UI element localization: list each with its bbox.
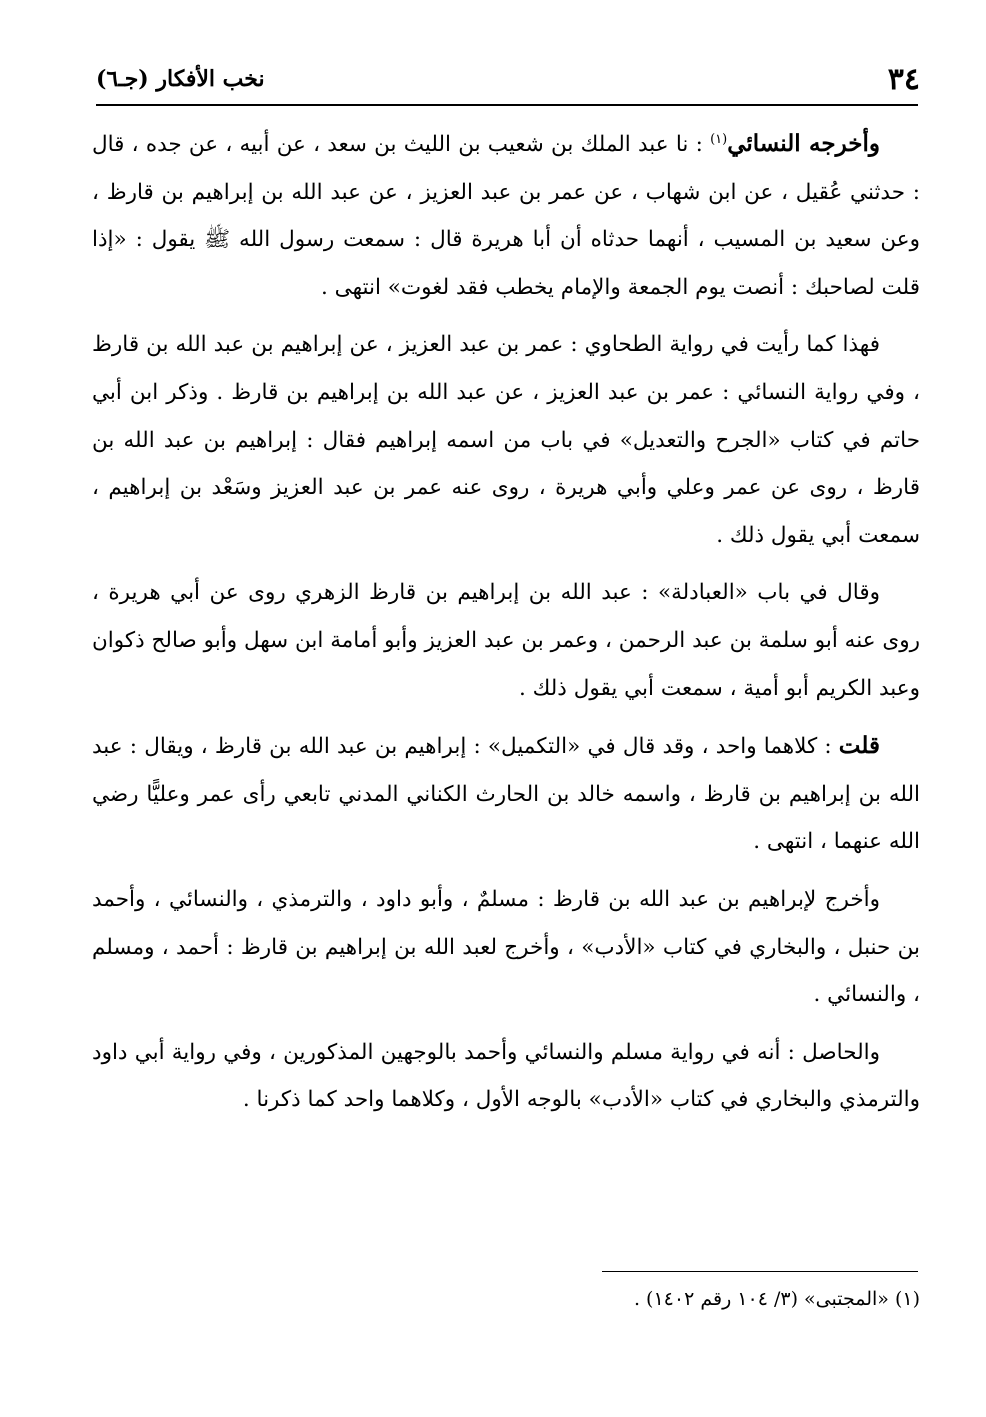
footnote-marker[interactable]: (١): [710, 131, 728, 147]
paragraph-2: [92, 321, 920, 559]
paragraph-text: فهذا كما رأيت في رواية الطحاوي : عمر بن عبد العزيز ، عن إبراهيم بن عبد الله بن قارظ ، وفي رواية النسائي : عمر بن عبد العزيز ، عن عبد الله بن إبراهيم بن قارظ . وذكر ابن أبي حاتم في كتاب «الجرح والتعديل» في باب من اسمه إبراهيم فقال : إبراهيم بن عبد الله بن قارظ ، روى عن عمر وعلي وأبي هريرة ، روى عنه عمر بن عبد العزيز وسَعْد بن إبراهيم ، سمعت أبي يقول ذلك .: [92, 332, 920, 548]
paragraph-text: وأخرج لإبراهيم بن عبد الله بن قارظ : مسلمٌ ، وأبو داود ، والترمذي ، والنسائي ، وأحمد بن حنبل ، والبخاري في كتاب «الأدب» ، وأخرج لعبد الله بن إبراهيم بن قارظ : أحمد ، ومسلم ، والنسائي .: [92, 886, 920, 1008]
paragraph-text: : كلاهما واحد ، وقد قال في «التكميل» : إبراهيم بن عبد الله بن قارظ ، ويقال : عبد الله بن إبراهيم بن قارظ ، واسمه خالد بن الحارث الكناني المدني تابعي رأى عمر وعليًّا رضي الله عنهما ، انتهى .: [92, 734, 920, 855]
running-header: [96, 60, 920, 100]
paragraph-text: : نا عبد الملك بن شعيب بن الليث بن سعد ، عن أبيه ، عن جده ، قال : حدثني عُقيل ، عن ابن شهاب ، عن عمر بن عبد العزيز ، عن عبد الله بن إبراهيم بن قارظ ، وعن سعيد بن المسيب ، أنهما حدثاه أن أبا هريرة قال : سمعت رسول الله ﷺ يقول : «إذا قلت لصاحبك : أنصت يوم الجمعة والإمام يخطب فقد لغوت» انتهى .: [92, 132, 920, 300]
paragraph-text: والحاصل : أنه في رواية مسلم والنسائي وأحمد بالوجهين المذكورين ، وفي رواية أبي داود والترمذي والبخاري في كتاب «الأدب» بالوجه الأول ، وكلاهما واحد كما ذكرنا .: [92, 1039, 920, 1113]
paragraph-text: وقال في باب «العبادلة» : عبد الله بن إبراهيم بن قارظ الزهري روى عن أبي هريرة ، روى عنه أبو سلمة بن عبد الرحمن ، وعمر بن عبد العزيز وأبو أمامة ابن سهل وأبو صالح ذكوان وعبد الكريم أبو أمية ، سمعت أبي يقول ذلك .: [92, 580, 920, 701]
paragraph-5: [92, 876, 920, 1019]
header-divider: [96, 104, 918, 106]
paragraph-lead: قلت: [838, 732, 880, 760]
main-text: [92, 120, 920, 1124]
paragraph-3: [92, 569, 920, 712]
page-number: ٣٤: [887, 62, 920, 97]
paragraph-1: [92, 120, 920, 311]
paragraph-lead: وأخرجه النسائي: [727, 130, 880, 157]
footnote: (١) «المجتبى» (٣/ ١٠٤ رقم ١٤٠٢) .: [633, 1288, 920, 1310]
paragraph-4: [92, 722, 920, 866]
paragraph-6: [92, 1029, 920, 1124]
footnote-divider: [602, 1271, 918, 1272]
book-title: نخب الأفكار (جـ٦): [96, 66, 265, 92]
